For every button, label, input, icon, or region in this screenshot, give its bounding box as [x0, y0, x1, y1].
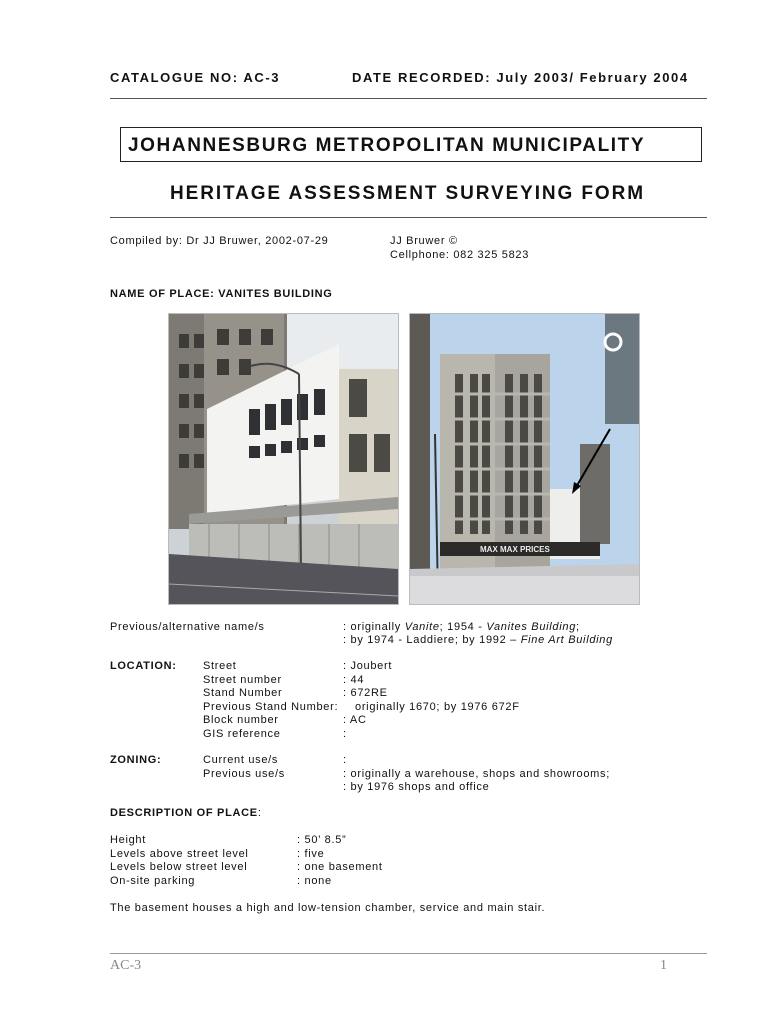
title-box	[120, 127, 702, 162]
zoning-label-current: Current use/s	[203, 754, 279, 766]
location-value-block-number: : AC	[343, 714, 367, 726]
footer-page-number: 1	[660, 958, 667, 973]
description-value-levels-above: : five	[297, 847, 325, 860]
location-label-street: Street	[203, 660, 237, 672]
photo-right-drawing	[410, 314, 639, 604]
zoning-value-previous: : originally a warehouse, shops and showrooms;	[343, 767, 610, 780]
description-labels	[110, 834, 249, 888]
photo-vanites-street-view	[168, 313, 399, 605]
photo-left-drawing	[169, 314, 398, 604]
compiled-author: JJ Bruwer ©	[390, 235, 458, 247]
page-title: JOHANNESBURG METROPOLITAN MUNICIPALITY	[128, 135, 646, 156]
description-label-levels-below: Levels below street level	[110, 861, 248, 873]
zoning-label-previous: Previous use/s	[203, 767, 285, 780]
subtitle-rule	[110, 217, 707, 218]
previous-names-line1: : originally Vanite; 1954 - Vanites Building;	[343, 621, 580, 633]
footer-catalogue: AC-3	[110, 958, 142, 973]
zoning-labels	[203, 754, 285, 781]
previous-names-label: Previous/alternative name/s	[110, 621, 265, 633]
location-value-street-number: : 44	[343, 673, 365, 686]
header-rule	[110, 98, 707, 99]
location-label-street-number: Street number	[203, 673, 282, 686]
description-value-levels-below: : one basement	[297, 861, 383, 873]
zoning-heading: ZONING:	[110, 754, 162, 766]
location-label-block-number: Block number	[203, 714, 279, 726]
description-label-height: Height	[110, 834, 146, 846]
location-label-previous-stand: Previous Stand Number:	[203, 700, 339, 713]
catalogue-number: CATALOGUE NO: AC-3	[110, 70, 281, 85]
zoning-value-current: :	[343, 754, 347, 766]
location-label-stand-number: Stand Number	[203, 687, 283, 699]
description-label-levels-above: Levels above street level	[110, 847, 249, 860]
compiled-by: Compiled by: Dr JJ Bruwer, 2002-07-29	[110, 235, 329, 247]
description-values	[297, 834, 383, 888]
location-value-gis: :	[343, 727, 347, 740]
description-label-parking: On-site parking	[110, 874, 196, 887]
form-subtitle-wrap	[0, 183, 770, 205]
description-value-parking: : none	[297, 874, 332, 887]
zoning-values	[343, 754, 610, 795]
footer-rule	[110, 953, 707, 954]
location-label-gis: GIS reference	[203, 727, 281, 740]
photo-vanites-corner-view	[409, 313, 640, 605]
shop-sign: MAX MAX PRICES	[480, 545, 550, 554]
location-heading: LOCATION:	[110, 660, 177, 672]
location-value-stand-number: : 672RE	[343, 687, 388, 699]
compiled-phone: Cellphone: 082 325 5823	[390, 249, 530, 261]
date-recorded: DATE RECORDED: July 2003/ February 2004	[352, 70, 689, 85]
zoning-value-previous-2: : by 1976 shops and office	[343, 781, 490, 793]
place-name: NAME OF PLACE: VANITES BUILDING	[110, 288, 333, 300]
location-values	[343, 660, 520, 741]
location-labels	[203, 660, 338, 741]
description-heading: DESCRIPTION OF PLACE:	[110, 807, 262, 819]
description-value-height: : 50’ 8.5”	[297, 834, 347, 846]
previous-names-line2: : by 1974 - Laddiere; by 1992 – Fine Art Building	[343, 634, 613, 646]
form-subtitle: HERITAGE ASSESSMENT SURVEYING FORM	[170, 183, 645, 204]
description-note: The basement houses a high and low-tension chamber, service and main stair.	[110, 902, 546, 914]
location-value-previous-stand: originally 1670; by 1976 672F	[355, 700, 520, 713]
location-value-street: : Joubert	[343, 660, 393, 672]
